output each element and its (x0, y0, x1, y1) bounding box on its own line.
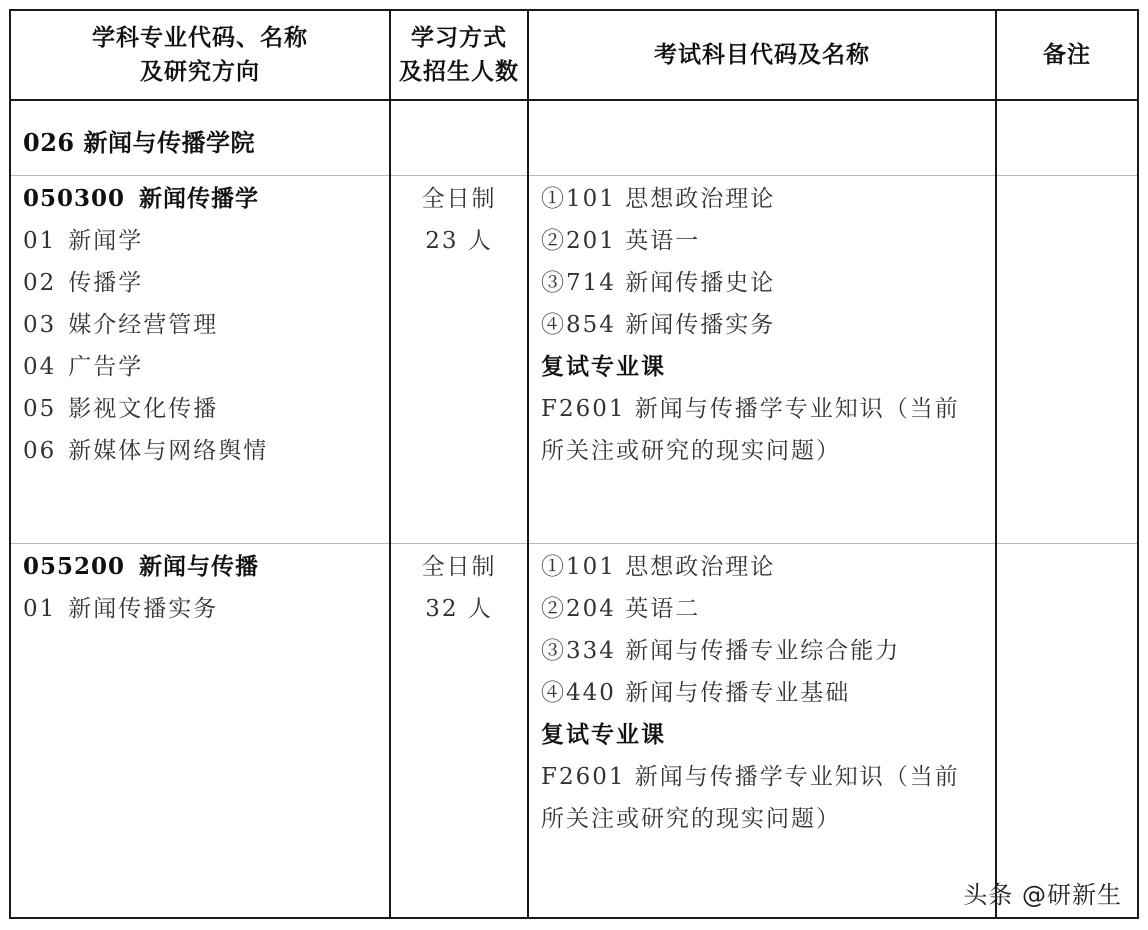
major-title (23, 178, 389, 220)
department-cell (11, 100, 390, 176)
study-mode: 全日制 (421, 186, 497, 212)
header-study-line2: 及招生人数 (399, 58, 519, 85)
research-direction (23, 262, 389, 304)
department-empty-cell (996, 100, 1137, 176)
retest-label: 复试专业课 (541, 721, 666, 748)
header-exam-label: 考试科目代码及名称 (654, 41, 870, 68)
remarks-cell (996, 544, 1137, 918)
retest-label: 复试专业课 (541, 353, 666, 380)
direction-code: 03 (23, 312, 57, 338)
header-remarks (996, 11, 1137, 100)
header-major-code-name (11, 11, 390, 100)
header-major-line2: 及研究方向 (140, 58, 260, 85)
direction-name: 新闻学 (68, 228, 144, 254)
direction-name: 新媒体与网络舆情 (68, 438, 269, 464)
remark-text (997, 176, 1137, 178)
study-mode-cell (390, 544, 528, 918)
major-title (23, 546, 389, 588)
direction-code: 06 (23, 438, 57, 464)
header-study-mode (390, 11, 528, 100)
research-direction (23, 430, 389, 472)
exam-subject: ②201 英语一 (541, 228, 701, 254)
enrollment-count: 32 人 (425, 596, 493, 622)
direction-code: 05 (23, 396, 57, 422)
enrollment-count: 23 人 (425, 228, 493, 254)
department-empty-cell (390, 100, 528, 176)
exam-subject: ③334 新闻与传播专业综合能力 (541, 638, 901, 664)
direction-name: 媒介经营管理 (68, 312, 219, 338)
research-direction (23, 304, 389, 346)
department-row (11, 100, 1137, 176)
exam-subject: ④854 新闻传播实务 (541, 312, 776, 338)
major-code: 050300 (23, 185, 126, 212)
exam-subjects-cell (528, 176, 996, 544)
direction-code: 01 (23, 596, 57, 622)
exam-subject: ②204 英语二 (541, 596, 701, 622)
exam-subject: ④440 新闻与传播专业基础 (541, 680, 851, 706)
header-major-line1: 学科专业代码、名称 (92, 24, 308, 51)
direction-code: 01 (23, 228, 57, 254)
header-remarks-label: 备注 (1043, 41, 1091, 68)
exam-subjects-cell (528, 544, 996, 918)
direction-name: 新闻传播实务 (68, 596, 219, 622)
header-exam-subjects (528, 11, 996, 100)
exam-subject: ①101 思想政治理论 (541, 554, 776, 580)
enrollment-table (11, 11, 1137, 917)
major-name: 新闻与传播 (139, 553, 260, 580)
direction-name: 影视文化传播 (68, 396, 219, 422)
major-row (11, 176, 1137, 544)
department-empty-cell (528, 100, 996, 176)
research-direction (23, 346, 389, 388)
major-code: 055200 (23, 553, 126, 580)
major-name: 新闻传播学 (139, 185, 260, 212)
retest-subject: F2601 新闻与传播学专业知识（当前所关注或研究的现实问题） (541, 396, 960, 464)
direction-name: 广告学 (68, 354, 144, 380)
major-row (11, 544, 1137, 918)
research-direction (23, 388, 389, 430)
major-info-cell (11, 544, 390, 918)
remark-text (997, 544, 1137, 546)
study-mode-cell (390, 176, 528, 544)
header-study-line1: 学习方式 (411, 24, 507, 51)
direction-code: 02 (23, 270, 57, 296)
direction-code: 04 (23, 354, 57, 380)
enrollment-table-container (9, 9, 1139, 919)
watermark-text: 头条 @研新生 (963, 881, 1122, 909)
table-header-row (11, 11, 1137, 100)
exam-subject: ③714 新闻传播史论 (541, 270, 776, 296)
remarks-cell (996, 176, 1137, 544)
research-direction (23, 220, 389, 262)
major-info-cell (11, 176, 390, 544)
department-name: 026 新闻与传播学院 (23, 128, 255, 157)
research-direction (23, 588, 389, 630)
study-mode: 全日制 (421, 554, 497, 580)
retest-subject: F2601 新闻与传播学专业知识（当前所关注或研究的现实问题） (541, 764, 960, 832)
exam-subject: ①101 思想政治理论 (541, 186, 776, 212)
direction-name: 传播学 (68, 270, 144, 296)
